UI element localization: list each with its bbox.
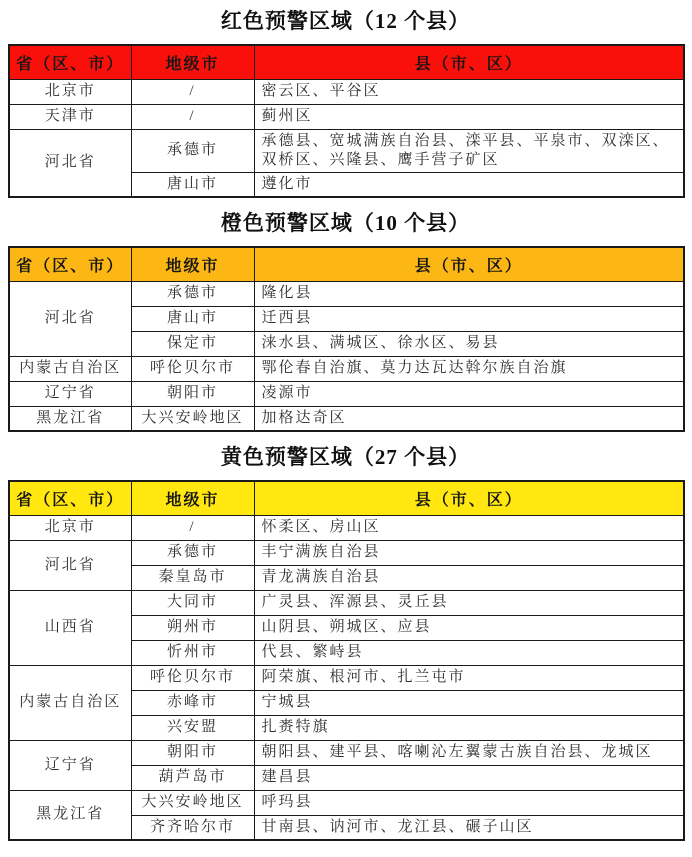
counties-cell: 朝阳县、建平县、喀喇沁左翼蒙古族自治县、龙城区 <box>254 740 684 765</box>
province-cell: 辽宁省 <box>9 740 131 790</box>
counties-column-header: 县（市、区） <box>254 481 684 515</box>
counties-cell: 山阴县、朔城区、应县 <box>254 615 684 640</box>
table-row <box>9 104 684 129</box>
city-cell: 保定市 <box>131 331 254 356</box>
city-cell: 齐齐哈尔市 <box>131 815 254 840</box>
city-cell: 朝阳市 <box>131 740 254 765</box>
red-warning-table <box>8 44 685 198</box>
city-cell: 大同市 <box>131 590 254 615</box>
counties-cell: 宁城县 <box>254 690 684 715</box>
table-row <box>9 381 684 406</box>
counties-cell: 加格达奇区 <box>254 406 684 431</box>
table-row <box>9 281 684 306</box>
counties-cell: 怀柔区、房山区 <box>254 515 684 540</box>
table-header-row <box>9 45 684 79</box>
city-cell: / <box>131 515 254 540</box>
yellow-warning-title: 黄色预警区域（27 个县） <box>220 445 471 469</box>
province-cell: 黑龙江省 <box>9 790 131 840</box>
counties-cell: 遵化市 <box>254 172 684 197</box>
city-column-header: 地级市 <box>131 481 254 515</box>
counties-cell: 密云区、平谷区 <box>254 79 684 104</box>
table-row <box>9 740 684 765</box>
orange-warning-section <box>8 211 683 432</box>
city-column-header: 地级市 <box>131 247 254 281</box>
counties-cell: 迁西县 <box>254 306 684 331</box>
red-warning-section <box>8 9 683 198</box>
counties-cell: 青龙满族自治县 <box>254 565 684 590</box>
province-cell: 山西省 <box>9 590 131 665</box>
city-cell: 承德市 <box>131 129 254 172</box>
table-header-row <box>9 481 684 515</box>
table-row <box>9 790 684 815</box>
counties-cell: 隆化县 <box>254 281 684 306</box>
province-cell: 辽宁省 <box>9 381 131 406</box>
table-row <box>9 356 684 381</box>
yellow-warning-table <box>8 480 685 841</box>
city-cell: 大兴安岭地区 <box>131 406 254 431</box>
city-cell: 赤峰市 <box>131 690 254 715</box>
counties-cell: 涞水县、满城区、徐水区、易县 <box>254 331 684 356</box>
table-row <box>9 406 684 431</box>
province-cell: 黑龙江省 <box>9 406 131 431</box>
province-cell: 河北省 <box>9 281 131 356</box>
counties-cell: 建昌县 <box>254 765 684 790</box>
province-cell: 北京市 <box>9 515 131 540</box>
city-cell: 唐山市 <box>131 306 254 331</box>
table-row <box>9 515 684 540</box>
counties-cell: 广灵县、浑源县、灵丘县 <box>254 590 684 615</box>
counties-cell: 阿荣旗、根河市、扎兰屯市 <box>254 665 684 690</box>
city-cell: 呼伦贝尔市 <box>131 356 254 381</box>
counties-cell: 鄂伦春自治旗、莫力达瓦达斡尔族自治旗 <box>254 356 684 381</box>
table-row <box>9 79 684 104</box>
province-cell: 北京市 <box>9 79 131 104</box>
orange-warning-title: 橙色预警区域（10 个县） <box>220 211 471 235</box>
province-column-header: 省（区、市） <box>9 481 131 515</box>
counties-column-header: 县（市、区） <box>254 45 684 79</box>
counties-cell: 丰宁满族自治县 <box>254 540 684 565</box>
province-column-header: 省（区、市） <box>9 247 131 281</box>
city-cell: 葫芦岛市 <box>131 765 254 790</box>
city-cell: 承德市 <box>131 540 254 565</box>
red-warning-title: 红色预警区域（12 个县） <box>220 9 471 33</box>
counties-cell: 代县、繁峙县 <box>254 640 684 665</box>
city-column-header: 地级市 <box>131 45 254 79</box>
counties-cell: 呼玛县 <box>254 790 684 815</box>
province-cell: 内蒙古自治区 <box>9 356 131 381</box>
yellow-warning-section <box>8 445 683 841</box>
province-column-header: 省（区、市） <box>9 45 131 79</box>
counties-column-header: 县（市、区） <box>254 247 684 281</box>
counties-cell: 承德县、宽城满族自治县、滦平县、平泉市、双滦区、双桥区、兴隆县、鹰手营子矿区 <box>254 129 684 172</box>
city-cell: / <box>131 79 254 104</box>
city-cell: 大兴安岭地区 <box>131 790 254 815</box>
city-cell: 朔州市 <box>131 615 254 640</box>
city-cell: 兴安盟 <box>131 715 254 740</box>
counties-cell: 凌源市 <box>254 381 684 406</box>
city-cell: / <box>131 104 254 129</box>
alert-document <box>0 9 692 841</box>
city-cell: 朝阳市 <box>131 381 254 406</box>
table-row <box>9 590 684 615</box>
counties-cell: 扎赉特旗 <box>254 715 684 740</box>
city-cell: 承德市 <box>131 281 254 306</box>
city-cell: 忻州市 <box>131 640 254 665</box>
province-cell: 河北省 <box>9 540 131 590</box>
table-row <box>9 129 684 172</box>
city-cell: 呼伦贝尔市 <box>131 665 254 690</box>
province-cell: 内蒙古自治区 <box>9 665 131 740</box>
table-row <box>9 540 684 565</box>
table-header-row <box>9 247 684 281</box>
city-cell: 唐山市 <box>131 172 254 197</box>
table-row <box>9 665 684 690</box>
province-cell: 天津市 <box>9 104 131 129</box>
province-cell: 河北省 <box>9 129 131 197</box>
city-cell: 秦皇岛市 <box>131 565 254 590</box>
counties-cell: 蓟州区 <box>254 104 684 129</box>
counties-cell: 甘南县、讷河市、龙江县、碾子山区 <box>254 815 684 840</box>
orange-warning-table <box>8 246 685 432</box>
